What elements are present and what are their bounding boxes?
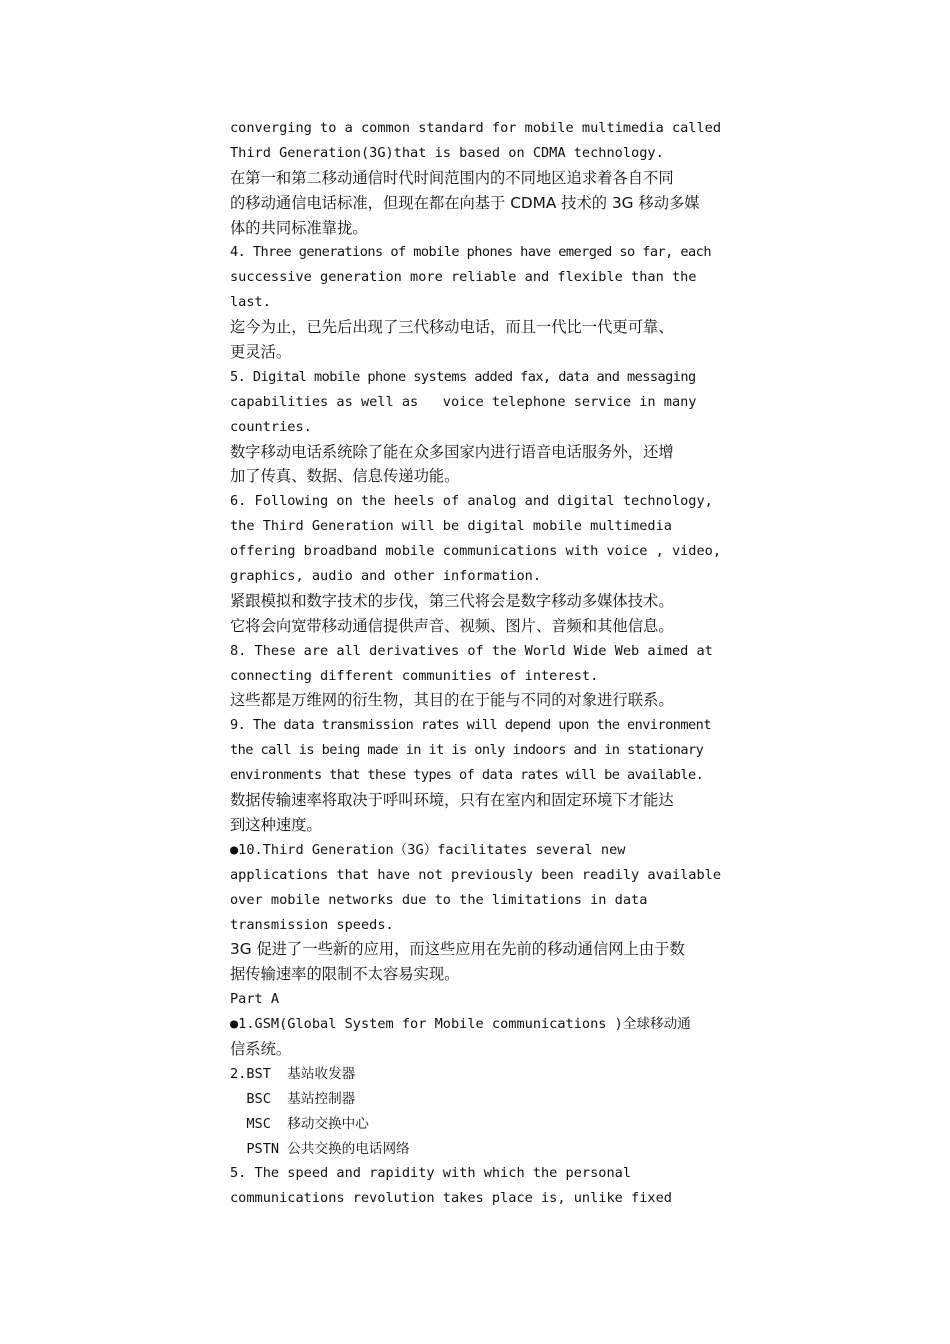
text-line: environments that these types of data rates will be available. — [230, 767, 704, 784]
text-line: applications that have not previously been readily available — [230, 866, 722, 883]
text-line: countries. — [230, 418, 312, 435]
text-line: 数据传输速率将取决于呼叫环境，只有在室内和固定环境下才能达 — [230, 791, 674, 810]
text-line: ●1.GSM(Global System for Mobile communications )全球移动通 — [230, 1016, 691, 1033]
text-line: 迄今为止，已先后出现了三代移动电话，而且一代比一代更可靠、 — [230, 318, 674, 337]
text-line: 4. Three generations of mobile phones have emerged so far, each — [230, 244, 711, 261]
text-line: 这些都是万维网的衍生物，其目的在于能与不同的对象进行联系。 — [230, 691, 674, 710]
text-line: the call is being made in it is only indoors and in stationary — [230, 742, 704, 759]
text-line: 紧跟模拟和数字技术的步伐，第三代将会是数字移动多媒体技术。 — [230, 591, 674, 610]
text-line: 它将会向宽带移动通信提供声音、视频、图片、音频和其他信息。 — [230, 616, 674, 635]
text-line: 加了传真、数据、信息传递功能。 — [230, 467, 460, 486]
text-line: graphics, audio and other information. — [230, 568, 541, 585]
text-line: 到这种速度。 — [230, 815, 322, 834]
text-line: Third Generation(3G)that is based on CDMA technology. — [230, 144, 664, 161]
text-line: 信系统。 — [230, 1039, 292, 1058]
text-line: 在第一和第二移动通信时代时间范围内的不同地区追求着各自不同 — [230, 168, 674, 187]
text-line: 更灵活。 — [230, 343, 292, 362]
text-line: 的移动通信电话标准，但现在都在向基于 CDMA 技术的 3G 移动多媒 — [230, 193, 700, 212]
text-line: communications revolution takes place is, unlike fixed — [230, 1190, 672, 1207]
text-line: BSC 基站控制器 — [230, 1090, 356, 1107]
document-page — [230, 116, 730, 1211]
text-line: PSTN 公共交换的电话网络 — [230, 1140, 410, 1157]
text-line: 5. Digital mobile phone systems added fax, data and messaging — [230, 368, 696, 385]
text-line: 体的共同标准靠拢。 — [230, 218, 368, 237]
text-line: 3G 促进了一些新的应用，而这些应用在先前的移动通信网上由于数 — [230, 940, 685, 959]
text-line: ●10.Third Generation（3G）facilitates several new — [230, 841, 626, 858]
text-line: offering broadband mobile communications with voice , video, — [230, 543, 722, 560]
text-line: successive generation more reliable and flexible than the — [230, 269, 697, 286]
text-line: 6. Following on the heels of analog and digital technology, — [230, 493, 713, 510]
text-line: MSC 移动交换中心 — [230, 1115, 369, 1132]
text-line: 2.BST 基站收发器 — [230, 1065, 356, 1082]
text-line: over mobile networks due to the limitations in data — [230, 891, 648, 908]
text-line: Part A — [230, 991, 280, 1008]
text-line: the Third Generation will be digital mobile multimedia — [230, 518, 672, 535]
text-line: 据传输速率的限制不太容易实现。 — [230, 965, 460, 984]
text-line: 5. The speed and rapidity with which the personal — [230, 1165, 632, 1182]
text-line: 9. The data transmission rates will depend upon the environment — [230, 717, 711, 734]
text-line: transmission speeds. — [230, 916, 394, 933]
text-line: 数字移动电话系统除了能在众多国家内进行语音电话服务外，还增 — [230, 442, 674, 461]
text-line: 8. These are all derivatives of the World Wide Web aimed at — [230, 642, 713, 659]
text-line: capabilities as well as voice telephone service in many — [230, 393, 697, 410]
text-line: converging to a common standard for mobile multimedia called — [230, 120, 722, 136]
text-line: connecting different communities of interest. — [230, 667, 599, 684]
text-line: last. — [230, 294, 271, 311]
